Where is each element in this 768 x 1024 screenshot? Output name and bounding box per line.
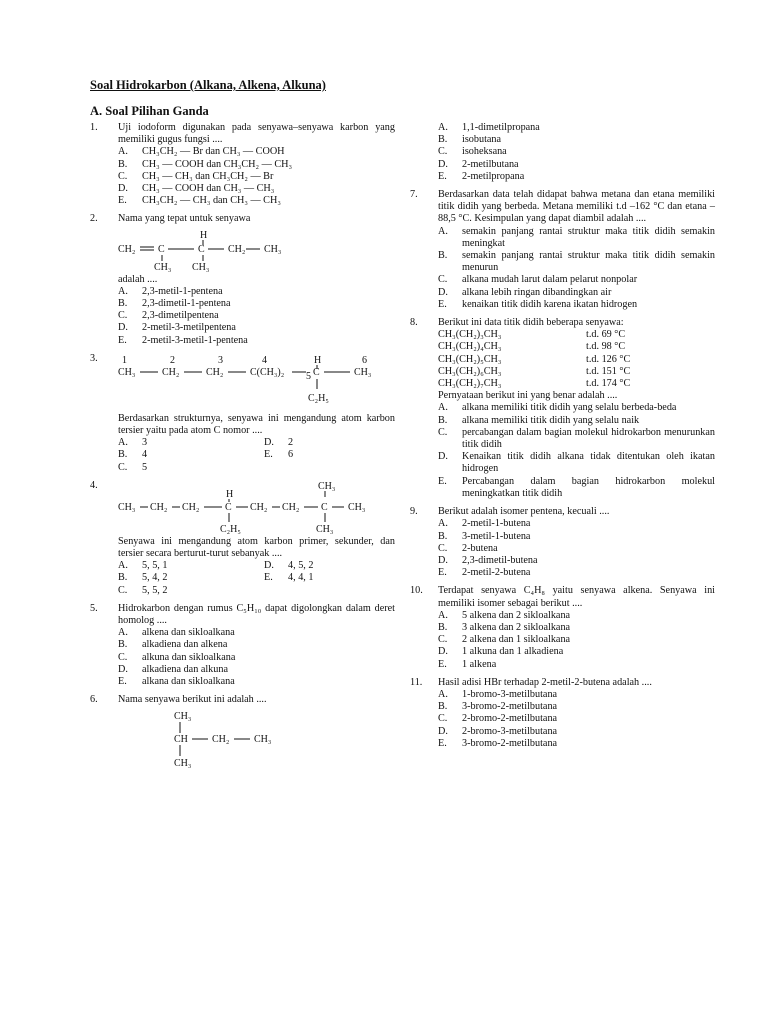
question-8: [410, 317, 715, 500]
svg-text:C₂H₅: C₂H₅: [308, 392, 329, 404]
question-text: Berdasarkan strukturnya, senyawa ini mengandung atom karbon tersier yaitu pada atom C nomor ....: [118, 412, 395, 437]
question-text: Berikut adalah isomer pentena, kecuali ....: [438, 506, 610, 518]
question-11: [410, 677, 715, 750]
question-number: 11.: [410, 676, 423, 688]
question-number: 8.: [410, 317, 418, 329]
question-number: 7.: [410, 189, 418, 201]
svg-text:CH₃: CH₃: [316, 523, 334, 534]
svg-text:CH₂: CH₂: [118, 243, 136, 255]
option-c[interactable]: C. 5: [118, 461, 148, 473]
option-d[interactable]: D. 2-bromo-3-metilbutana: [438, 725, 558, 737]
option-e[interactable]: E. 3-bromo-2-metilbutana: [438, 737, 558, 749]
option-b[interactable]: B. alkana memiliki titik didih yang selalu naik: [438, 414, 640, 426]
table-row: CH₃(CH₂)₇CH₃ t.d. 174 °C: [438, 378, 631, 390]
option-a[interactable]: A. alkena dan sikloalkana: [118, 627, 235, 639]
question-number: 5.: [90, 602, 98, 614]
option-a[interactable]: A. CH₃CH₂ — Br dan CH₃ — COOH: [118, 146, 285, 158]
svg-text:CH₃: CH₃: [174, 710, 192, 722]
question-7: [410, 189, 715, 311]
section-heading: A. Soal Pilihan Ganda: [90, 104, 209, 118]
option-e[interactable]: E. Percabangan dalam bagian hidrokarbon molekul meningkatkan titik didih: [438, 475, 715, 499]
question-10: [410, 585, 715, 670]
svg-text:C₂H₅: C₂H₅: [220, 523, 241, 534]
option-b[interactable]: B. 3-metil-1-butena: [438, 530, 531, 542]
question-2: [90, 213, 395, 346]
svg-text:CH₃: CH₃: [118, 501, 136, 513]
option-a[interactable]: A. 5 alkena dan 2 sikloalkana: [438, 609, 571, 621]
svg-text:CH₃: CH₃: [254, 733, 272, 745]
boiling-point-table: [438, 329, 630, 390]
svg-text:CH₃: CH₃: [318, 480, 336, 492]
option-e[interactable]: E. 6: [264, 449, 294, 461]
question-text: Berikut ini data titik didih beberapa senyawa:: [438, 317, 624, 329]
option-d[interactable]: D. 1 alkuna dan 1 alkadiena: [438, 646, 564, 658]
svg-text:4: 4: [262, 354, 267, 366]
svg-text:5: 5: [306, 370, 311, 382]
svg-text:CH₂: CH₂: [206, 366, 224, 378]
svg-text:C: C: [321, 501, 328, 513]
table-row: CH₃(CH₂)₄CH₃ t.d. 98 °C: [438, 341, 626, 353]
option-b[interactable]: B. 3 alkena dan 2 sikloalkana: [438, 621, 571, 633]
svg-text:CH₃: CH₃: [264, 243, 282, 255]
question-number: 6.: [90, 694, 98, 706]
option-c[interactable]: C. 2 alkena dan 1 sikloalkana: [438, 634, 571, 646]
question-4: [90, 480, 395, 597]
option-c[interactable]: C. 5, 5, 2: [118, 584, 168, 596]
svg-text:CH₃: CH₃: [118, 366, 136, 378]
svg-text:C: C: [225, 501, 232, 513]
option-b[interactable]: B. 3-bromo-2-metilbutana: [438, 701, 558, 713]
svg-text:CH₂: CH₂: [228, 243, 246, 255]
structural-formula-2: [118, 228, 318, 272]
question-9: [410, 506, 715, 579]
option-d[interactable]: D. 2-metil-3-metilpentena: [118, 322, 236, 334]
svg-text:C: C: [198, 243, 205, 255]
svg-text:CH₂: CH₂: [182, 501, 200, 513]
svg-text:C(CH₃)₂: C(CH₃)₂: [250, 366, 285, 378]
svg-text:C: C: [158, 243, 165, 255]
option-a[interactable]: A. 1-bromo-3-metilbutana: [438, 688, 558, 700]
option-b[interactable]: B. 5, 4, 2: [118, 572, 168, 584]
option-c[interactable]: C. isoheksana: [438, 146, 507, 158]
table-row: CH₃(CH₂)₃CH₃ t.d. 69 °C: [438, 329, 626, 341]
question-text: Terdapat senyawa C₄H₈ yaitu senyawa alkena. Senyawa ini memiliki isomer sebagai berikut ....: [438, 585, 715, 609]
option-d[interactable]: D. 2: [264, 437, 294, 449]
svg-text:6: 6: [362, 354, 367, 366]
structural-formula-3: [118, 353, 388, 411]
option-d[interactable]: D. 2-metilbutana: [438, 158, 519, 170]
svg-text:H: H: [226, 488, 234, 500]
option-a[interactable]: A. 2-metil-1-butena: [438, 518, 531, 530]
question-text: Hidrokarbon dengan rumus C₅H₁₀ dapat digolongkan dalam deret homolog ....: [118, 602, 395, 627]
svg-text:CH: CH: [174, 733, 188, 745]
svg-text:2: 2: [170, 354, 175, 366]
option-e[interactable]: E. 2-metilpropana: [438, 170, 525, 182]
table-row: CH₃(CH₂)₆CH₃ t.d. 151 °C: [438, 365, 631, 377]
option-a[interactable]: A. 1,1-dimetilpropana: [438, 122, 540, 133]
svg-text:C: C: [313, 366, 320, 378]
option-d[interactable]: D. alkana lebih ringan dibandingkan air: [438, 286, 612, 298]
right-column: [410, 122, 715, 756]
option-e[interactable]: E. 4, 4, 1: [264, 572, 314, 584]
option-c[interactable]: C. 2,3-dimetilpentena: [118, 310, 219, 322]
question-number: 4.: [90, 479, 98, 491]
question-6-options: [410, 122, 715, 183]
table-row: CH₃(CH₂)₅CH₃ t.d. 126 °C: [438, 353, 631, 365]
option-d[interactable]: D. 4, 5, 2: [264, 560, 314, 572]
svg-text:CH₂: CH₂: [212, 733, 230, 745]
question-5: [90, 603, 395, 688]
question-text: Nama yang tepat untuk senyawa: [118, 213, 251, 225]
option-c[interactable]: C. 2-bromo-2-metilbutana: [438, 713, 558, 725]
svg-text:CH₃: CH₃: [354, 366, 372, 378]
option-c[interactable]: C. 2-butena: [438, 542, 498, 554]
svg-text:CH₃: CH₃: [174, 757, 192, 769]
svg-text:H: H: [200, 229, 208, 241]
option-b[interactable]: B. alkadiena dan alkena: [118, 639, 228, 651]
option-a[interactable]: A. semakin panjang rantai struktur maka titik didih semakin meningkat: [438, 225, 715, 249]
svg-text:CH₂: CH₂: [150, 501, 168, 513]
option-e[interactable]: E. alkana dan sikloalkana: [118, 676, 235, 688]
svg-text:CH₂: CH₂: [250, 501, 268, 513]
option-b[interactable]: B. 4: [118, 449, 148, 461]
option-c[interactable]: C. alkana mudah larut dalam pelarut nonpolar: [438, 274, 638, 286]
question-number: 9.: [410, 506, 418, 518]
question-text: Uji iodoform digunakan pada senyawa–senyawa karbon yang memiliki gugus fungsi ....: [118, 122, 395, 146]
option-c[interactable]: C. percabangan dalam bagian molekul hidrokarbon menurunkan titik didih: [438, 426, 715, 451]
question-text-after: Pernyataan berikut ini yang benar adalah ....: [438, 390, 618, 402]
structural-formula-6: [118, 709, 318, 769]
option-a[interactable]: A. alkana memiliki titik didih yang selalu berbeda-beda: [438, 402, 677, 414]
option-b[interactable]: B. 2,3-dimetil-1-pentena: [118, 298, 231, 310]
option-e[interactable]: E. 2-metil-3-metil-1-pentena: [118, 334, 248, 346]
option-a[interactable]: A. 2,3-metil-1-pentena: [118, 285, 223, 297]
question-text: Senyawa ini mengandung atom karbon primer, sekunder, dan tersier secara berturut-turut sebanyak ....: [118, 535, 395, 560]
option-d[interactable]: D. 2,3-dimetil-butena: [438, 554, 538, 566]
page-title: Soal Hidrokarbon (Alkana, Alkena, Alkuna): [90, 78, 326, 92]
svg-text:CH₂: CH₂: [282, 501, 300, 513]
svg-text:1: 1: [122, 354, 127, 366]
svg-text:CH₂: CH₂: [162, 366, 180, 378]
option-e[interactable]: E. 1 alkena: [438, 658, 497, 670]
option-d[interactable]: D. CH₃ — COOH dan CH₃ — CH₃: [118, 183, 275, 195]
question-1: [90, 122, 395, 207]
question-number: 1.: [90, 122, 98, 133]
question-text: Berdasarkan data telah didapat bahwa metana dan etana memiliki titik didih yang berbeda. Metana memiliki t.d –162 °C dan etana –88,5 °C. Kesimpulan yang dapat diambil adalah ....: [438, 189, 715, 225]
option-a[interactable]: A. 5, 5, 1: [118, 560, 168, 572]
option-b[interactable]: B. isobutana: [438, 134, 502, 146]
question-number: 2.: [90, 213, 98, 225]
svg-text:CH₃: CH₃: [348, 501, 366, 513]
svg-text:H: H: [314, 354, 322, 366]
option-e[interactable]: E. 2-metil-2-butena: [438, 567, 531, 579]
left-column: [90, 122, 395, 775]
svg-text:CH₃: CH₃: [154, 261, 172, 272]
option-c[interactable]: C. alkuna dan sikloalkana: [118, 651, 236, 663]
question-6: [90, 694, 395, 768]
svg-text:CH₃: CH₃: [192, 261, 210, 272]
option-d[interactable]: D. alkadiena dan alkuna: [118, 663, 228, 675]
structural-formula-4: [118, 480, 388, 534]
question-text-after: adalah ....: [118, 273, 158, 285]
option-c[interactable]: C. CH₃ — CH₃ dan CH₃CH₂ — Br: [118, 170, 274, 182]
option-d[interactable]: D. Kenaikan titik didih alkana tidak ditentukan oleh ikatan hidrogen: [438, 451, 715, 475]
option-b[interactable]: B. semakin panjang rantai struktur maka titik didih semakin menurun: [438, 250, 715, 274]
option-e[interactable]: E. CH₃CH₂ — CH₃ dan CH₃ — CH₃: [118, 195, 281, 207]
option-e[interactable]: E. kenaikan titik didih karena ikatan hidrogen: [438, 298, 638, 310]
option-b[interactable]: B. CH₃ — COOH dan CH₃CH₂ — CH₃: [118, 158, 293, 170]
question-number: 10.: [410, 585, 423, 597]
option-a[interactable]: A. 3: [118, 437, 148, 449]
svg-text:3: 3: [218, 354, 223, 366]
question-text: Nama senyawa berikut ini adalah ....: [118, 694, 267, 706]
question-3: [90, 353, 395, 474]
question-number: 3.: [90, 352, 98, 364]
question-text: Hasil adisi HBr terhadap 2-metil-2-butena adalah ....: [438, 676, 652, 688]
